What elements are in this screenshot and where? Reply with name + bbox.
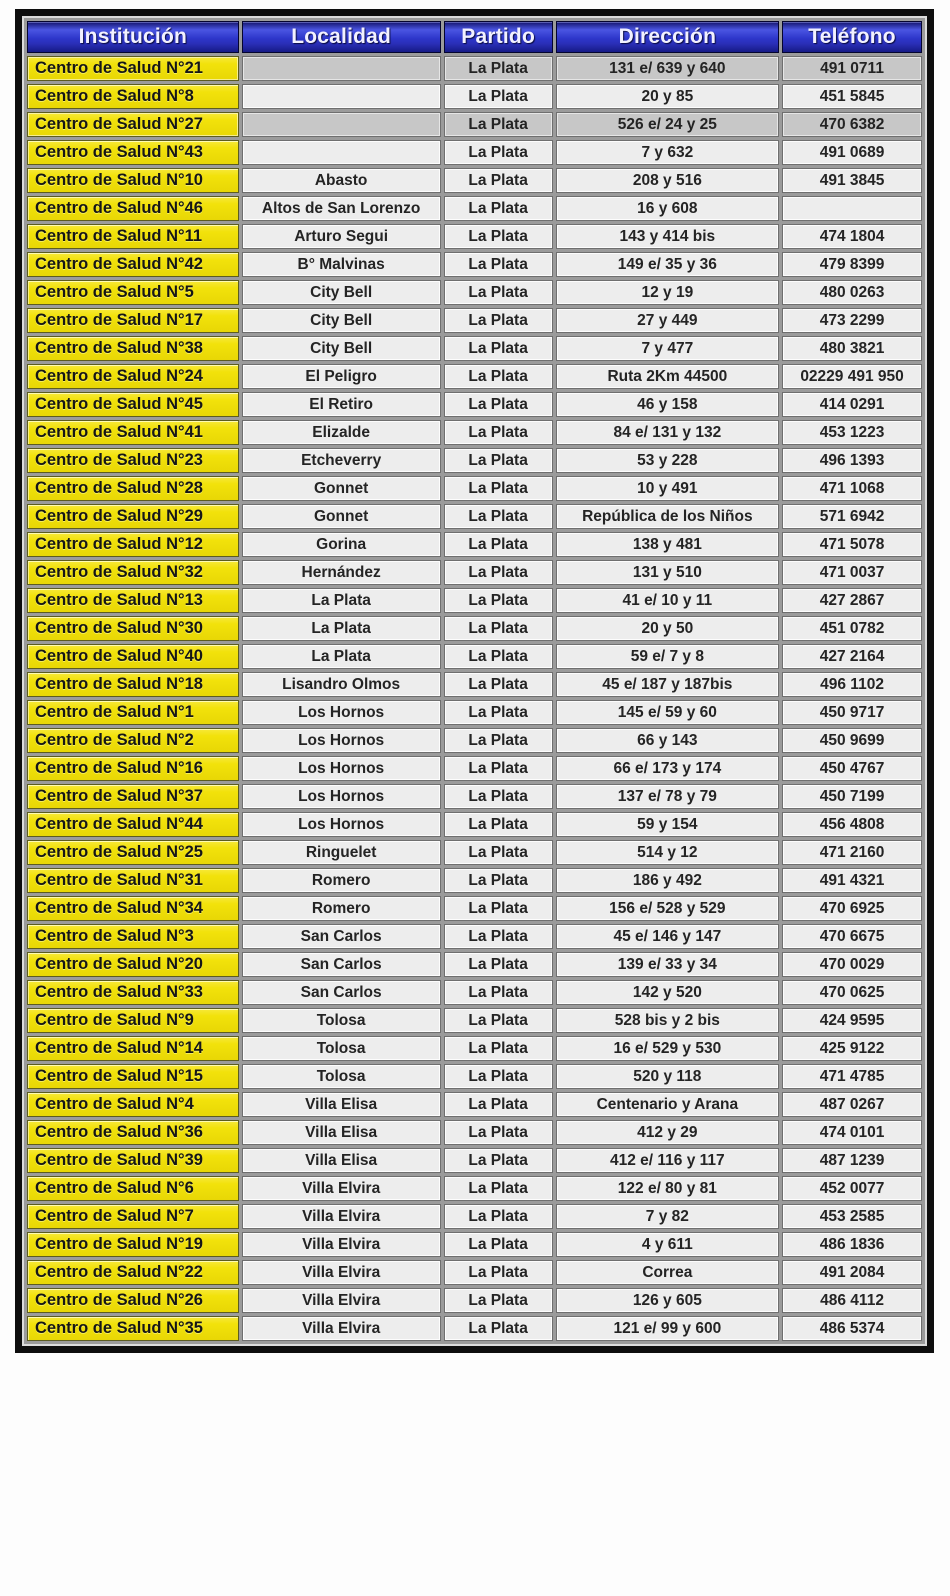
address-cell: 10 y 491 [556,476,779,501]
address-cell: 66 y 143 [556,728,779,753]
institution-cell: Centro de Salud N°21 [27,56,239,81]
phone-cell: 491 3845 [782,168,922,193]
address-cell: 121 e/ 99 y 600 [556,1316,779,1341]
address-cell: 7 y 632 [556,140,779,165]
column-header-telefono: Teléfono [782,21,922,53]
column-header-partido: Partido [444,21,553,53]
locality-cell: Elizalde [242,420,441,445]
column-header-localidad: Localidad [242,21,441,53]
table-row [27,280,922,305]
header-row [27,21,922,53]
table-row [27,784,922,809]
phone-cell: 470 6925 [782,896,922,921]
table-row [27,644,922,669]
locality-cell: Los Hornos [242,700,441,725]
table-row [27,952,922,977]
column-header-direccion: Dirección [556,21,779,53]
district-cell: La Plata [444,420,553,445]
table-row [27,1120,922,1145]
table-row [27,1288,922,1313]
address-cell: 84 e/ 131 y 132 [556,420,779,445]
table-row [27,896,922,921]
institution-cell: Centro de Salud N°13 [27,588,239,613]
locality-cell: San Carlos [242,952,441,977]
institution-cell: Centro de Salud N°24 [27,364,239,389]
table-row [27,560,922,585]
institution-cell: Centro de Salud N°16 [27,756,239,781]
locality-cell: Arturo Segui [242,224,441,249]
institution-cell: Centro de Salud N°40 [27,644,239,669]
district-cell: La Plata [444,392,553,417]
address-cell: 131 e/ 639 y 640 [556,56,779,81]
address-cell: 126 y 605 [556,1288,779,1313]
table-body [27,56,922,1341]
table-row [27,1148,922,1173]
table-row [27,980,922,1005]
table-row [27,756,922,781]
address-cell: 27 y 449 [556,308,779,333]
table-row [27,112,922,137]
phone-cell: 414 0291 [782,392,922,417]
address-cell: 412 e/ 116 y 117 [556,1148,779,1173]
locality-cell: Villa Elisa [242,1148,441,1173]
institution-cell: Centro de Salud N°10 [27,168,239,193]
table-row [27,1092,922,1117]
locality-cell: B° Malvinas [242,252,441,277]
address-cell: 143 y 414 bis [556,224,779,249]
address-cell: 149 e/ 35 y 36 [556,252,779,277]
institution-cell: Centro de Salud N°22 [27,1260,239,1285]
phone-cell: 480 3821 [782,336,922,361]
district-cell: La Plata [444,1064,553,1089]
phone-cell: 450 9699 [782,728,922,753]
district-cell: La Plata [444,532,553,557]
institution-cell: Centro de Salud N°31 [27,868,239,893]
address-cell: 514 y 12 [556,840,779,865]
health-centers-table-frame [15,9,934,1353]
table-row [27,532,922,557]
phone-cell: 487 0267 [782,1092,922,1117]
phone-cell: 471 0037 [782,560,922,585]
phone-cell: 02229 491 950 [782,364,922,389]
district-cell: La Plata [444,84,553,109]
table-row [27,140,922,165]
institution-cell: Centro de Salud N°6 [27,1176,239,1201]
phone-cell: 471 1068 [782,476,922,501]
district-cell: La Plata [444,672,553,697]
institution-cell: Centro de Salud N°7 [27,1204,239,1229]
table-row [27,168,922,193]
phone-cell: 450 7199 [782,784,922,809]
district-cell: La Plata [444,952,553,977]
institution-cell: Centro de Salud N°33 [27,980,239,1005]
institution-cell: Centro de Salud N°23 [27,448,239,473]
locality-cell: Romero [242,896,441,921]
district-cell: La Plata [444,1204,553,1229]
table-row [27,392,922,417]
district-cell: La Plata [444,840,553,865]
locality-cell: El Peligro [242,364,441,389]
table-row [27,588,922,613]
table-row [27,308,922,333]
phone-cell: 453 1223 [782,420,922,445]
locality-cell: Villa Elvira [242,1176,441,1201]
locality-cell: Abasto [242,168,441,193]
institution-cell: Centro de Salud N°12 [27,532,239,557]
address-cell: 520 y 118 [556,1064,779,1089]
district-cell: La Plata [444,364,553,389]
address-cell: 528 bis y 2 bis [556,1008,779,1033]
institution-cell: Centro de Salud N°3 [27,924,239,949]
institution-cell: Centro de Salud N°26 [27,1288,239,1313]
table-row [27,420,922,445]
table-row [27,84,922,109]
locality-cell [242,56,441,81]
address-cell: 53 y 228 [556,448,779,473]
locality-cell: Hernández [242,560,441,585]
district-cell: La Plata [444,1120,553,1145]
district-cell: La Plata [444,476,553,501]
table-row [27,252,922,277]
phone-cell: 486 1836 [782,1232,922,1257]
institution-cell: Centro de Salud N°9 [27,1008,239,1033]
locality-cell [242,112,441,137]
locality-cell: Los Hornos [242,784,441,809]
table-row [27,812,922,837]
table-row [27,336,922,361]
phone-cell: 470 0625 [782,980,922,1005]
phone-cell: 452 0077 [782,1176,922,1201]
locality-cell: La Plata [242,644,441,669]
locality-cell: Villa Elvira [242,1232,441,1257]
address-cell: 139 e/ 33 y 34 [556,952,779,977]
locality-cell [242,140,441,165]
locality-cell: El Retiro [242,392,441,417]
institution-cell: Centro de Salud N°1 [27,700,239,725]
locality-cell: Villa Elvira [242,1288,441,1313]
address-cell: 46 y 158 [556,392,779,417]
phone-cell: 427 2164 [782,644,922,669]
institution-cell: Centro de Salud N°32 [27,560,239,585]
institution-cell: Centro de Salud N°39 [27,1148,239,1173]
locality-cell: Tolosa [242,1064,441,1089]
district-cell: La Plata [444,700,553,725]
phone-cell: 487 1239 [782,1148,922,1173]
phone-cell: 491 0689 [782,140,922,165]
district-cell: La Plata [444,252,553,277]
phone-cell: 470 6382 [782,112,922,137]
district-cell: La Plata [444,1232,553,1257]
locality-cell: Gonnet [242,504,441,529]
district-cell: La Plata [444,924,553,949]
district-cell: La Plata [444,616,553,641]
institution-cell: Centro de Salud N°11 [27,224,239,249]
table-row [27,616,922,641]
phone-cell: 450 9717 [782,700,922,725]
table-row [27,1316,922,1341]
address-cell: Correa [556,1260,779,1285]
table-row [27,224,922,249]
table-row [27,840,922,865]
address-cell: 66 e/ 173 y 174 [556,756,779,781]
district-cell: La Plata [444,1008,553,1033]
address-cell: 59 e/ 7 y 8 [556,644,779,669]
locality-cell: La Plata [242,616,441,641]
locality-cell: San Carlos [242,980,441,1005]
locality-cell: Gorina [242,532,441,557]
district-cell: La Plata [444,56,553,81]
district-cell: La Plata [444,224,553,249]
table-row [27,924,922,949]
phone-cell: 480 0263 [782,280,922,305]
locality-cell: Los Hornos [242,756,441,781]
district-cell: La Plata [444,168,553,193]
district-cell: La Plata [444,1148,553,1173]
institution-cell: Centro de Salud N°4 [27,1092,239,1117]
address-cell: 186 y 492 [556,868,779,893]
phone-cell: 474 0101 [782,1120,922,1145]
institution-cell: Centro de Salud N°38 [27,336,239,361]
institution-cell: Centro de Salud N°36 [27,1120,239,1145]
district-cell: La Plata [444,140,553,165]
district-cell: La Plata [444,1176,553,1201]
institution-cell: Centro de Salud N°20 [27,952,239,977]
table-row [27,1260,922,1285]
address-cell: 59 y 154 [556,812,779,837]
address-cell: 412 y 29 [556,1120,779,1145]
phone-cell: 424 9595 [782,1008,922,1033]
address-cell: 7 y 82 [556,1204,779,1229]
phone-cell: 486 5374 [782,1316,922,1341]
locality-cell: Tolosa [242,1008,441,1033]
address-cell: República de los Niños [556,504,779,529]
locality-cell: Ringuelet [242,840,441,865]
table-row [27,448,922,473]
institution-cell: Centro de Salud N°41 [27,420,239,445]
phone-cell: 451 0782 [782,616,922,641]
locality-cell: La Plata [242,588,441,613]
table-row [27,728,922,753]
institution-cell: Centro de Salud N°35 [27,1316,239,1341]
table-row [27,196,922,221]
locality-cell: Villa Elvira [242,1316,441,1341]
address-cell: 526 e/ 24 y 25 [556,112,779,137]
district-cell: La Plata [444,196,553,221]
institution-cell: Centro de Salud N°46 [27,196,239,221]
address-cell: 12 y 19 [556,280,779,305]
district-cell: La Plata [444,1260,553,1285]
table-row [27,364,922,389]
address-cell: 7 y 477 [556,336,779,361]
institution-cell: Centro de Salud N°43 [27,140,239,165]
institution-cell: Centro de Salud N°18 [27,672,239,697]
phone-cell: 470 0029 [782,952,922,977]
institution-cell: Centro de Salud N°28 [27,476,239,501]
institution-cell: Centro de Salud N°17 [27,308,239,333]
institution-cell: Centro de Salud N°8 [27,84,239,109]
district-cell: La Plata [444,112,553,137]
address-cell: 41 e/ 10 y 11 [556,588,779,613]
phone-cell: 571 6942 [782,504,922,529]
table-row [27,1232,922,1257]
address-cell: 45 e/ 146 y 147 [556,924,779,949]
health-centers-table [24,18,925,1344]
phone-cell: 479 8399 [782,252,922,277]
district-cell: La Plata [444,448,553,473]
institution-cell: Centro de Salud N°30 [27,616,239,641]
locality-cell: City Bell [242,280,441,305]
address-cell: 16 e/ 529 y 530 [556,1036,779,1061]
table-row [27,1036,922,1061]
district-cell: La Plata [444,728,553,753]
locality-cell: Gonnet [242,476,441,501]
phone-cell: 451 5845 [782,84,922,109]
address-cell: 20 y 85 [556,84,779,109]
locality-cell [242,84,441,109]
district-cell: La Plata [444,336,553,361]
institution-cell: Centro de Salud N°14 [27,1036,239,1061]
table-row [27,1176,922,1201]
locality-cell: Villa Elisa [242,1092,441,1117]
phone-cell [782,196,922,221]
address-cell: 4 y 611 [556,1232,779,1257]
institution-cell: Centro de Salud N°19 [27,1232,239,1257]
institution-cell: Centro de Salud N°29 [27,504,239,529]
locality-cell: Tolosa [242,1036,441,1061]
institution-cell: Centro de Salud N°25 [27,840,239,865]
institution-cell: Centro de Salud N°2 [27,728,239,753]
locality-cell: Los Hornos [242,728,441,753]
table-row [27,1064,922,1089]
phone-cell: 471 2160 [782,840,922,865]
phone-cell: 474 1804 [782,224,922,249]
table-row [27,700,922,725]
phone-cell: 473 2299 [782,308,922,333]
locality-cell: Villa Elisa [242,1120,441,1145]
locality-cell: Villa Elvira [242,1204,441,1229]
phone-cell: 496 1393 [782,448,922,473]
locality-cell: Etcheverry [242,448,441,473]
phone-cell: 491 0711 [782,56,922,81]
address-cell: 137 e/ 78 y 79 [556,784,779,809]
district-cell: La Plata [444,560,553,585]
address-cell: 45 e/ 187 y 187bis [556,672,779,697]
district-cell: La Plata [444,504,553,529]
district-cell: La Plata [444,868,553,893]
address-cell: 138 y 481 [556,532,779,557]
address-cell: 122 e/ 80 y 81 [556,1176,779,1201]
institution-cell: Centro de Salud N°44 [27,812,239,837]
locality-cell: City Bell [242,336,441,361]
locality-cell: Romero [242,868,441,893]
column-header-institucion: Institución [27,21,239,53]
address-cell: 131 y 510 [556,560,779,585]
district-cell: La Plata [444,784,553,809]
institution-cell: Centro de Salud N°27 [27,112,239,137]
district-cell: La Plata [444,1036,553,1061]
district-cell: La Plata [444,1092,553,1117]
district-cell: La Plata [444,896,553,921]
institution-cell: Centro de Salud N°5 [27,280,239,305]
table-row [27,1204,922,1229]
phone-cell: 427 2867 [782,588,922,613]
table-row [27,504,922,529]
phone-cell: 456 4808 [782,812,922,837]
locality-cell: City Bell [242,308,441,333]
locality-cell: Los Hornos [242,812,441,837]
table-header [27,21,922,53]
table-row [27,1008,922,1033]
table-row [27,56,922,81]
address-cell: 145 e/ 59 y 60 [556,700,779,725]
district-cell: La Plata [444,308,553,333]
institution-cell: Centro de Salud N°34 [27,896,239,921]
health-centers-table-inner [22,16,927,1346]
locality-cell: Altos de San Lorenzo [242,196,441,221]
district-cell: La Plata [444,280,553,305]
institution-cell: Centro de Salud N°45 [27,392,239,417]
district-cell: La Plata [444,756,553,781]
locality-cell: San Carlos [242,924,441,949]
locality-cell: Villa Elvira [242,1260,441,1285]
phone-cell: 425 9122 [782,1036,922,1061]
district-cell: La Plata [444,588,553,613]
phone-cell: 450 4767 [782,756,922,781]
table-row [27,476,922,501]
institution-cell: Centro de Salud N°15 [27,1064,239,1089]
institution-cell: Centro de Salud N°42 [27,252,239,277]
phone-cell: 496 1102 [782,672,922,697]
address-cell: Ruta 2Km 44500 [556,364,779,389]
address-cell: 156 e/ 528 y 529 [556,896,779,921]
address-cell: 142 y 520 [556,980,779,1005]
table-row [27,672,922,697]
table-row [27,868,922,893]
address-cell: 208 y 516 [556,168,779,193]
phone-cell: 453 2585 [782,1204,922,1229]
address-cell: Centenario y Arana [556,1092,779,1117]
phone-cell: 486 4112 [782,1288,922,1313]
phone-cell: 470 6675 [782,924,922,949]
district-cell: La Plata [444,812,553,837]
district-cell: La Plata [444,980,553,1005]
district-cell: La Plata [444,644,553,669]
district-cell: La Plata [444,1316,553,1341]
address-cell: 20 y 50 [556,616,779,641]
phone-cell: 491 4321 [782,868,922,893]
phone-cell: 471 5078 [782,532,922,557]
locality-cell: Lisandro Olmos [242,672,441,697]
district-cell: La Plata [444,1288,553,1313]
address-cell: 16 y 608 [556,196,779,221]
phone-cell: 471 4785 [782,1064,922,1089]
institution-cell: Centro de Salud N°37 [27,784,239,809]
phone-cell: 491 2084 [782,1260,922,1285]
